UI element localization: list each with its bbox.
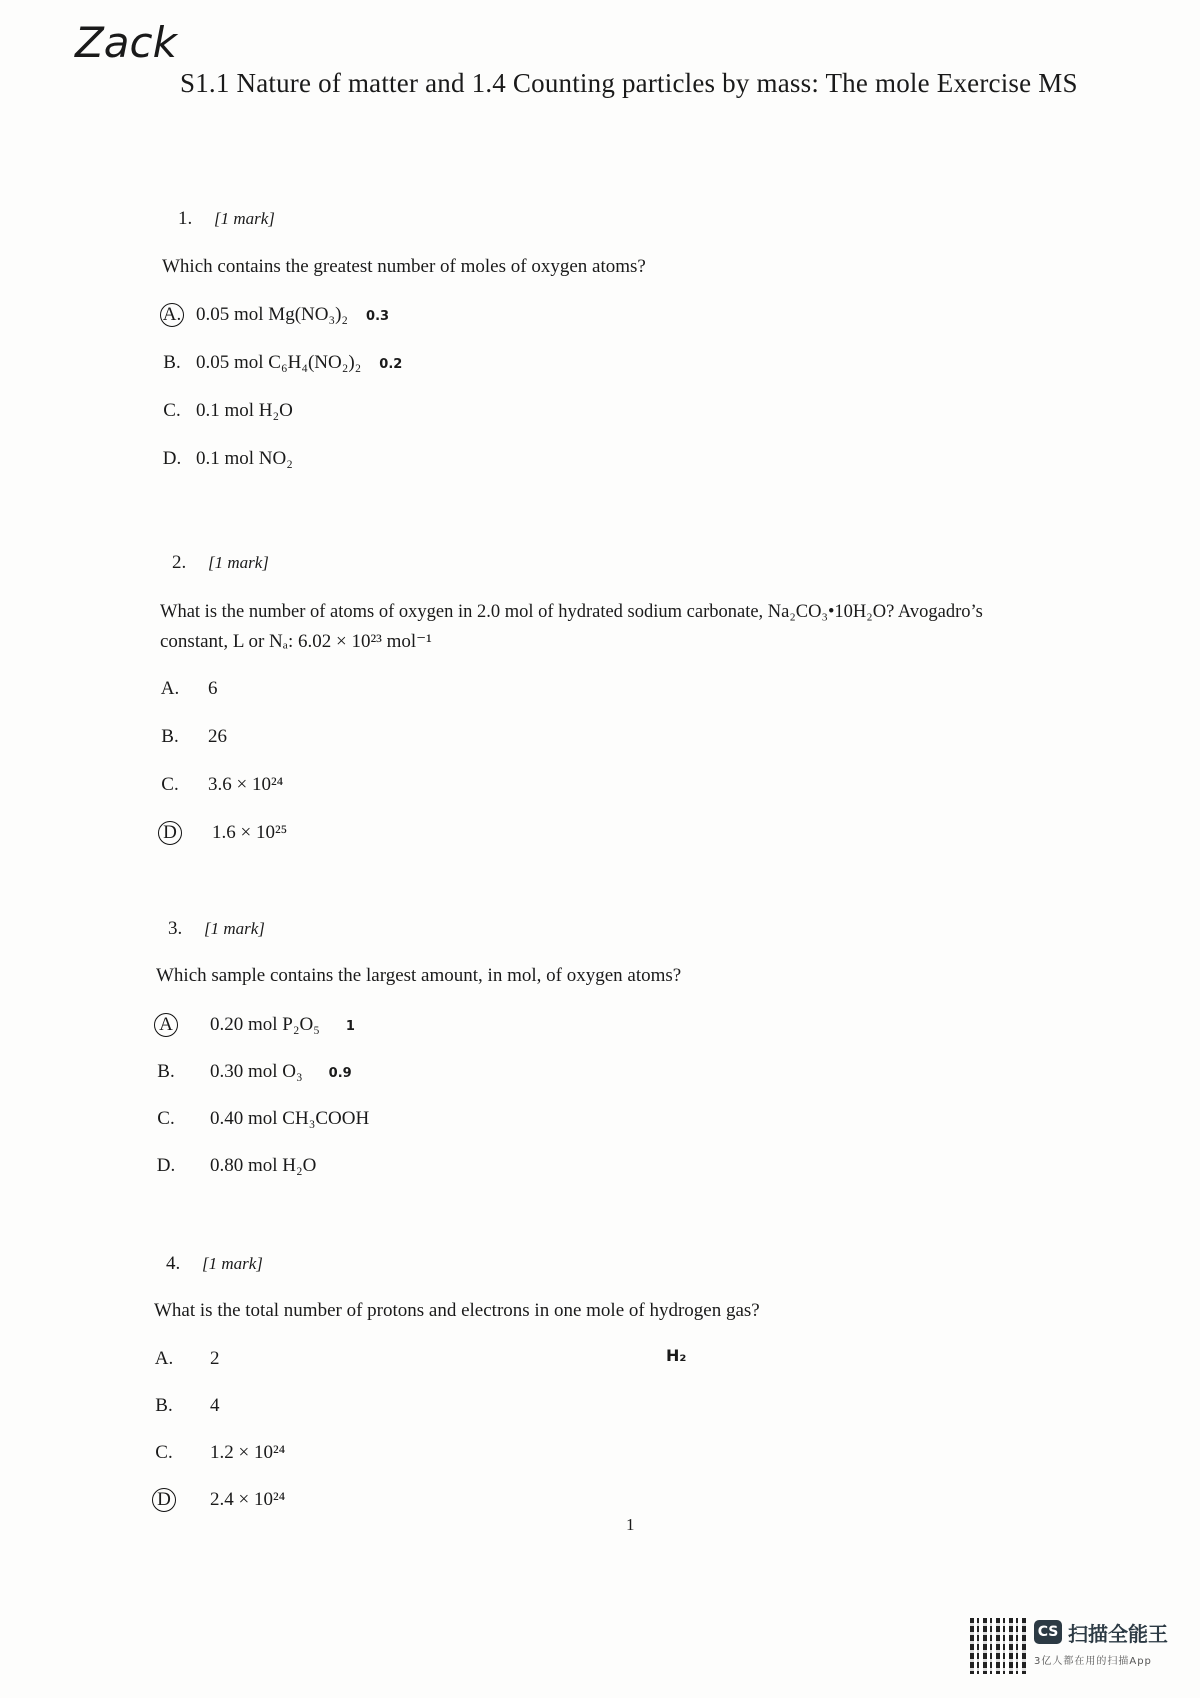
option-d: [150, 1485, 285, 1515]
option-text: 3.6 × 10²⁴: [208, 774, 284, 795]
option-text: 0.05 mol Mg(NO₃)₂: [196, 304, 349, 325]
question-number: 2.: [172, 552, 187, 573]
option-c: [150, 1438, 285, 1468]
option-d: [158, 444, 402, 474]
option-letter: C.: [155, 1442, 173, 1463]
option-text: 0.40 mol CH₃COOH: [210, 1108, 370, 1129]
option-b: [158, 348, 402, 378]
option-text: 0.80 mol H₂O: [210, 1155, 317, 1176]
handwritten-note: 0.9: [328, 1066, 352, 1081]
question-2-header: [172, 552, 269, 574]
question-2-text-line2: constant, L or Nₐ: 6.02 × 10²³ mol⁻¹: [160, 631, 432, 652]
question-3-options: [152, 1010, 369, 1181]
option-letter: C.: [163, 400, 181, 421]
question-1-text: Which contains the greatest number of moles of oxygen atoms?: [162, 256, 646, 277]
option-text: 2.4 × 10²⁴: [210, 1489, 286, 1510]
cs-logo: CS: [1034, 1620, 1062, 1644]
question-4-text: What is the total number of protons and electrons in one mole of hydrogen gas?: [154, 1300, 760, 1321]
handwritten-h2-note: H₂: [666, 1346, 687, 1365]
option-letter: A.: [160, 678, 180, 699]
page-number: 1: [626, 1515, 635, 1534]
option-text: 26: [208, 726, 227, 747]
option-c: [158, 396, 402, 426]
question-2-options: [156, 674, 287, 848]
option-b: [150, 1391, 285, 1421]
option-text: 0.30 mol O₃: [210, 1061, 303, 1082]
page-title: S1.1 Nature of matter and 1.4 Counting particles by mass: The mole Exercise MS: [180, 68, 1078, 98]
option-text: 1.2 × 10²⁴: [210, 1442, 286, 1463]
option-letter: C.: [157, 1108, 175, 1129]
question-marks: [1 mark]: [208, 553, 269, 572]
question-1-options: [158, 300, 402, 474]
option-text: 1.6 × 10²⁵: [212, 822, 288, 843]
question-3-text: Which sample contains the largest amount, in mol, of oxygen atoms?: [156, 965, 682, 986]
question-1-header: [178, 208, 275, 230]
option-letter: A.: [154, 1348, 174, 1369]
option-letter: B.: [163, 352, 181, 373]
option-letter: A: [152, 1010, 180, 1040]
option-letter: B.: [161, 726, 179, 747]
scanner-tagline: 3亿人都在用的扫描App: [1034, 1656, 1152, 1667]
question-marks: [1 mark]: [214, 209, 275, 228]
option-letter: D.: [156, 1155, 176, 1176]
option-d: [152, 1151, 369, 1181]
option-text: 0.05 mol C₆H₄(NO₂)₂: [196, 352, 362, 373]
handwritten-note: 0.3: [366, 309, 390, 324]
question-number: 3.: [168, 918, 183, 939]
option-letter: D: [150, 1485, 178, 1515]
option-letter: D.: [162, 448, 182, 469]
option-letter: C.: [161, 774, 179, 795]
option-text: 4: [210, 1395, 220, 1416]
option-letter: A.: [158, 300, 186, 330]
question-2-text: What is the number of atoms of oxygen in 2.0 mol of hydrated sodium carbonate, Na₂CO₃•10H₂O? Avogadro’s: [160, 602, 983, 622]
handwritten-note: 1: [345, 1019, 355, 1034]
question-4-options: [150, 1344, 285, 1515]
option-d: [156, 818, 287, 848]
option-b: [156, 722, 287, 752]
option-text: 0.1 mol NO₂: [196, 448, 293, 469]
question-marks: [1 mark]: [202, 1254, 263, 1273]
qr-code-icon: [970, 1618, 1026, 1674]
option-a: [156, 674, 287, 704]
option-text: 2: [210, 1348, 220, 1369]
handwritten-name: Zack: [75, 18, 177, 67]
option-text: 0.1 mol H₂O: [196, 400, 293, 421]
question-4-header: [166, 1253, 263, 1275]
question-3-header: [168, 918, 265, 940]
option-c: [152, 1104, 369, 1134]
option-c: [156, 770, 287, 800]
scanner-app-name: 扫描全能王: [1068, 1622, 1168, 1646]
question-number: 4.: [166, 1253, 181, 1274]
option-a: [150, 1344, 285, 1374]
option-letter: D: [156, 818, 184, 848]
option-text: 6: [208, 678, 218, 699]
question-marks: [1 mark]: [204, 919, 265, 938]
option-text: 0.20 mol P₂O₅: [210, 1014, 320, 1035]
option-letter: B.: [155, 1395, 173, 1416]
option-a: [152, 1010, 369, 1040]
option-a: [158, 300, 402, 330]
question-number: 1.: [178, 208, 193, 229]
option-letter: B.: [157, 1061, 175, 1082]
option-b: [152, 1057, 369, 1087]
handwritten-note: 0.2: [379, 357, 403, 372]
